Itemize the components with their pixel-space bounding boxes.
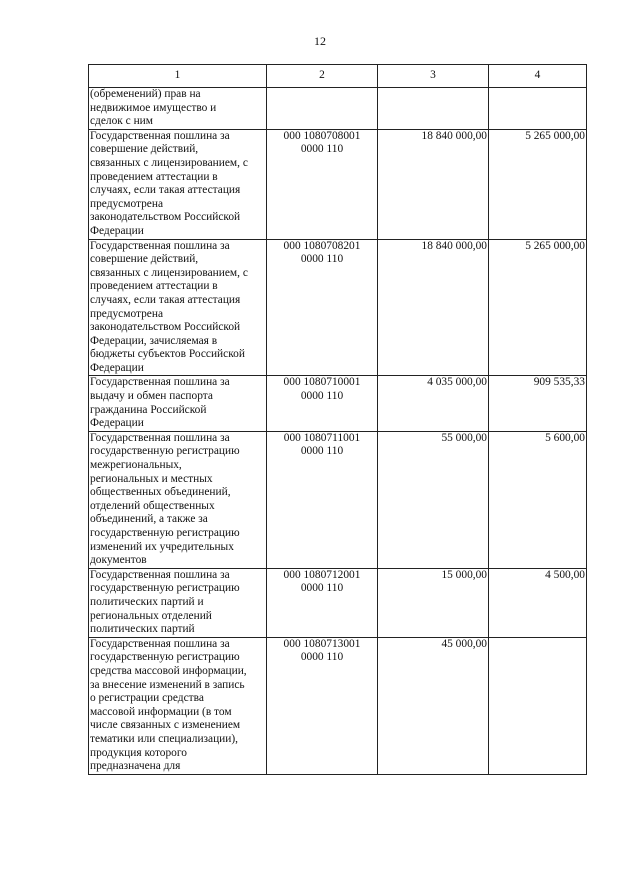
- row-value4-cell: 5 600,00: [489, 431, 587, 568]
- page-number: 12: [314, 34, 326, 48]
- table-row: [89, 376, 587, 431]
- row-value3-cell: 18 840 000,00: [378, 239, 489, 376]
- row-code-cell: 000 1080710001 0000 110: [267, 376, 378, 431]
- row-name-cell: Государственная пошлина за государственную регистрацию межрегиональных, региональных и местных общественных объединений, отделений общественных объединений, а также за государственную регистрацию изменений их учредительных документов: [89, 431, 267, 568]
- row-value3-cell: 4 035 000,00: [378, 376, 489, 431]
- table-row: [89, 239, 587, 376]
- budget-table: [88, 64, 587, 775]
- row-name-cell: Государственная пошлина за совершение действий, связанных с лицензированием, с проведением аттестации в случаях, если такая аттестация предусмотрена законодательством Российской Федерации: [89, 129, 267, 239]
- row-value4-cell: 909 535,33: [489, 376, 587, 431]
- column-header-3: 3: [378, 65, 489, 88]
- table-row: [89, 129, 587, 239]
- row-code-cell: 000 1080708201 0000 110: [267, 239, 378, 376]
- row-value3-cell: 45 000,00: [378, 637, 489, 774]
- row-name-cell: (обременений) прав на недвижимое имущество и сделок с ним: [89, 88, 267, 130]
- column-header-1: 1: [89, 65, 267, 88]
- row-name-cell: Государственная пошлина за государственную регистрацию средства массовой информации, за внесение изменений в запись о регистрации средства массовой информации (в том числе связанных с изменением тематики или специализации), продукция которого предназначена для: [89, 637, 267, 774]
- row-value3-cell: 15 000,00: [378, 568, 489, 637]
- row-value4-cell: [489, 637, 587, 774]
- row-value4-cell: 4 500,00: [489, 568, 587, 637]
- table-row: [89, 88, 587, 130]
- row-code-cell: 000 1080711001 0000 110: [267, 431, 378, 568]
- row-code-cell: [267, 88, 378, 130]
- row-value4-cell: [489, 88, 587, 130]
- table-header-row: [89, 65, 587, 88]
- column-header-4: 4: [489, 65, 587, 88]
- column-header-2: 2: [267, 65, 378, 88]
- row-value3-cell: 18 840 000,00: [378, 129, 489, 239]
- row-code-cell: 000 1080713001 0000 110: [267, 637, 378, 774]
- row-name-cell: Государственная пошлина за государственную регистрацию политических партий и региональных отделений политических партий: [89, 568, 267, 637]
- row-value3-cell: [378, 88, 489, 130]
- table-row: [89, 637, 587, 774]
- row-code-cell: 000 1080708001 0000 110: [267, 129, 378, 239]
- row-name-cell: Государственная пошлина за совершение действий, связанных с лицензированием, с проведением аттестации в случаях, если такая аттестация предусмотрена законодательством Российской Федерации, зачисляемая в бюджеты субъектов Российской Федерации: [89, 239, 267, 376]
- row-value3-cell: 55 000,00: [378, 431, 489, 568]
- table-row: [89, 568, 587, 637]
- table-row: [89, 431, 587, 568]
- row-name-cell: Государственная пошлина за выдачу и обмен паспорта гражданина Российской Федерации: [89, 376, 267, 431]
- row-value4-cell: 5 265 000,00: [489, 129, 587, 239]
- row-value4-cell: 5 265 000,00: [489, 239, 587, 376]
- row-code-cell: 000 1080712001 0000 110: [267, 568, 378, 637]
